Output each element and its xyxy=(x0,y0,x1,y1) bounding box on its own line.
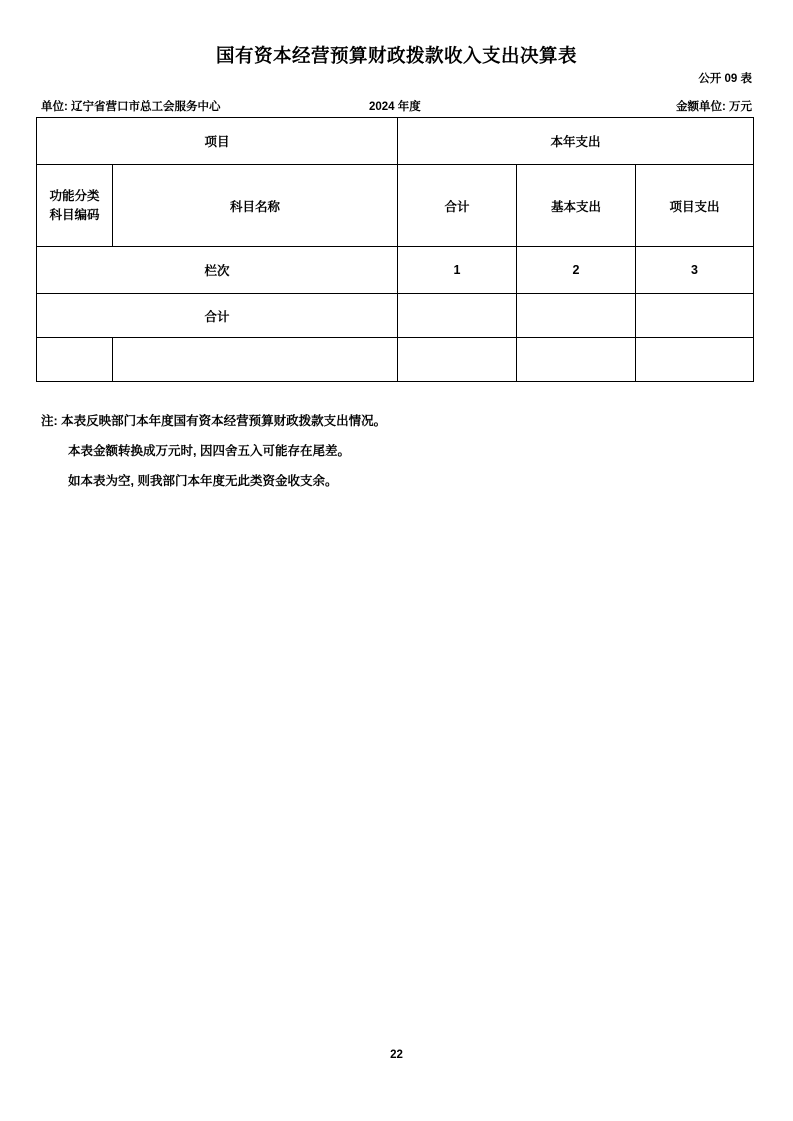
amount-unit-field xyxy=(676,98,752,114)
row-code xyxy=(37,338,113,382)
header-function-code-line1: 功能分类 xyxy=(49,189,100,204)
declaration-table xyxy=(36,117,754,382)
table-header-sub-row xyxy=(37,165,754,247)
header-function-code-line2: 科目编码 xyxy=(49,207,100,222)
total-label: 合计 xyxy=(37,294,398,338)
rank-col-basic: 2 xyxy=(517,247,636,294)
total-col-total xyxy=(398,294,517,338)
note-line-1: 注: 本表反映部门本年度国有资本经营预算财政拨款支出情况。 xyxy=(41,414,387,428)
note-line-3: 如本表为空, 则我部门本年度无此类资金收支余。 xyxy=(68,473,338,488)
header-total: 合计 xyxy=(398,165,517,247)
total-col-project xyxy=(636,294,754,338)
form-number: 公开 09 表 xyxy=(698,73,752,85)
row-basic xyxy=(517,338,636,382)
row-project xyxy=(636,338,754,382)
row-name xyxy=(113,338,398,382)
header-subject-name: 科目名称 xyxy=(113,165,398,247)
header-expenditure-group: 本年支出 xyxy=(398,118,754,165)
document-meta xyxy=(41,98,752,116)
unit-field xyxy=(41,98,221,114)
header-item-group: 项目 xyxy=(37,118,398,165)
rank-col-project: 3 xyxy=(636,247,754,294)
header-basic-expenditure: 基本支出 xyxy=(517,165,636,247)
table-row xyxy=(37,338,754,382)
page-number: 22 xyxy=(390,1049,403,1061)
row-total xyxy=(398,338,517,382)
unit-value: 辽宁省营口市总工会服务中心 xyxy=(71,101,221,113)
page-title: 国有资本经营预算财政拨款收入支出决算表 xyxy=(215,45,577,66)
table-total-row xyxy=(37,294,754,338)
amount-unit-label: 金额单位: xyxy=(675,101,726,113)
total-col-basic xyxy=(517,294,636,338)
table-header-group-row xyxy=(37,118,754,165)
header-project-expenditure: 项目支出 xyxy=(636,165,754,247)
rank-label: 栏次 xyxy=(37,247,398,294)
notes-section xyxy=(41,412,741,501)
unit-label: 单位: xyxy=(41,101,68,113)
amount-unit-value: 万元 xyxy=(729,101,752,113)
rank-col-total: 1 xyxy=(398,247,517,294)
note-line-2: 本表金额转换成万元时, 因四舍五入可能存在尾差。 xyxy=(68,443,350,458)
year-value: 2024 年度 xyxy=(369,101,421,113)
table-rank-row xyxy=(37,247,754,294)
header-function-code xyxy=(37,165,113,247)
